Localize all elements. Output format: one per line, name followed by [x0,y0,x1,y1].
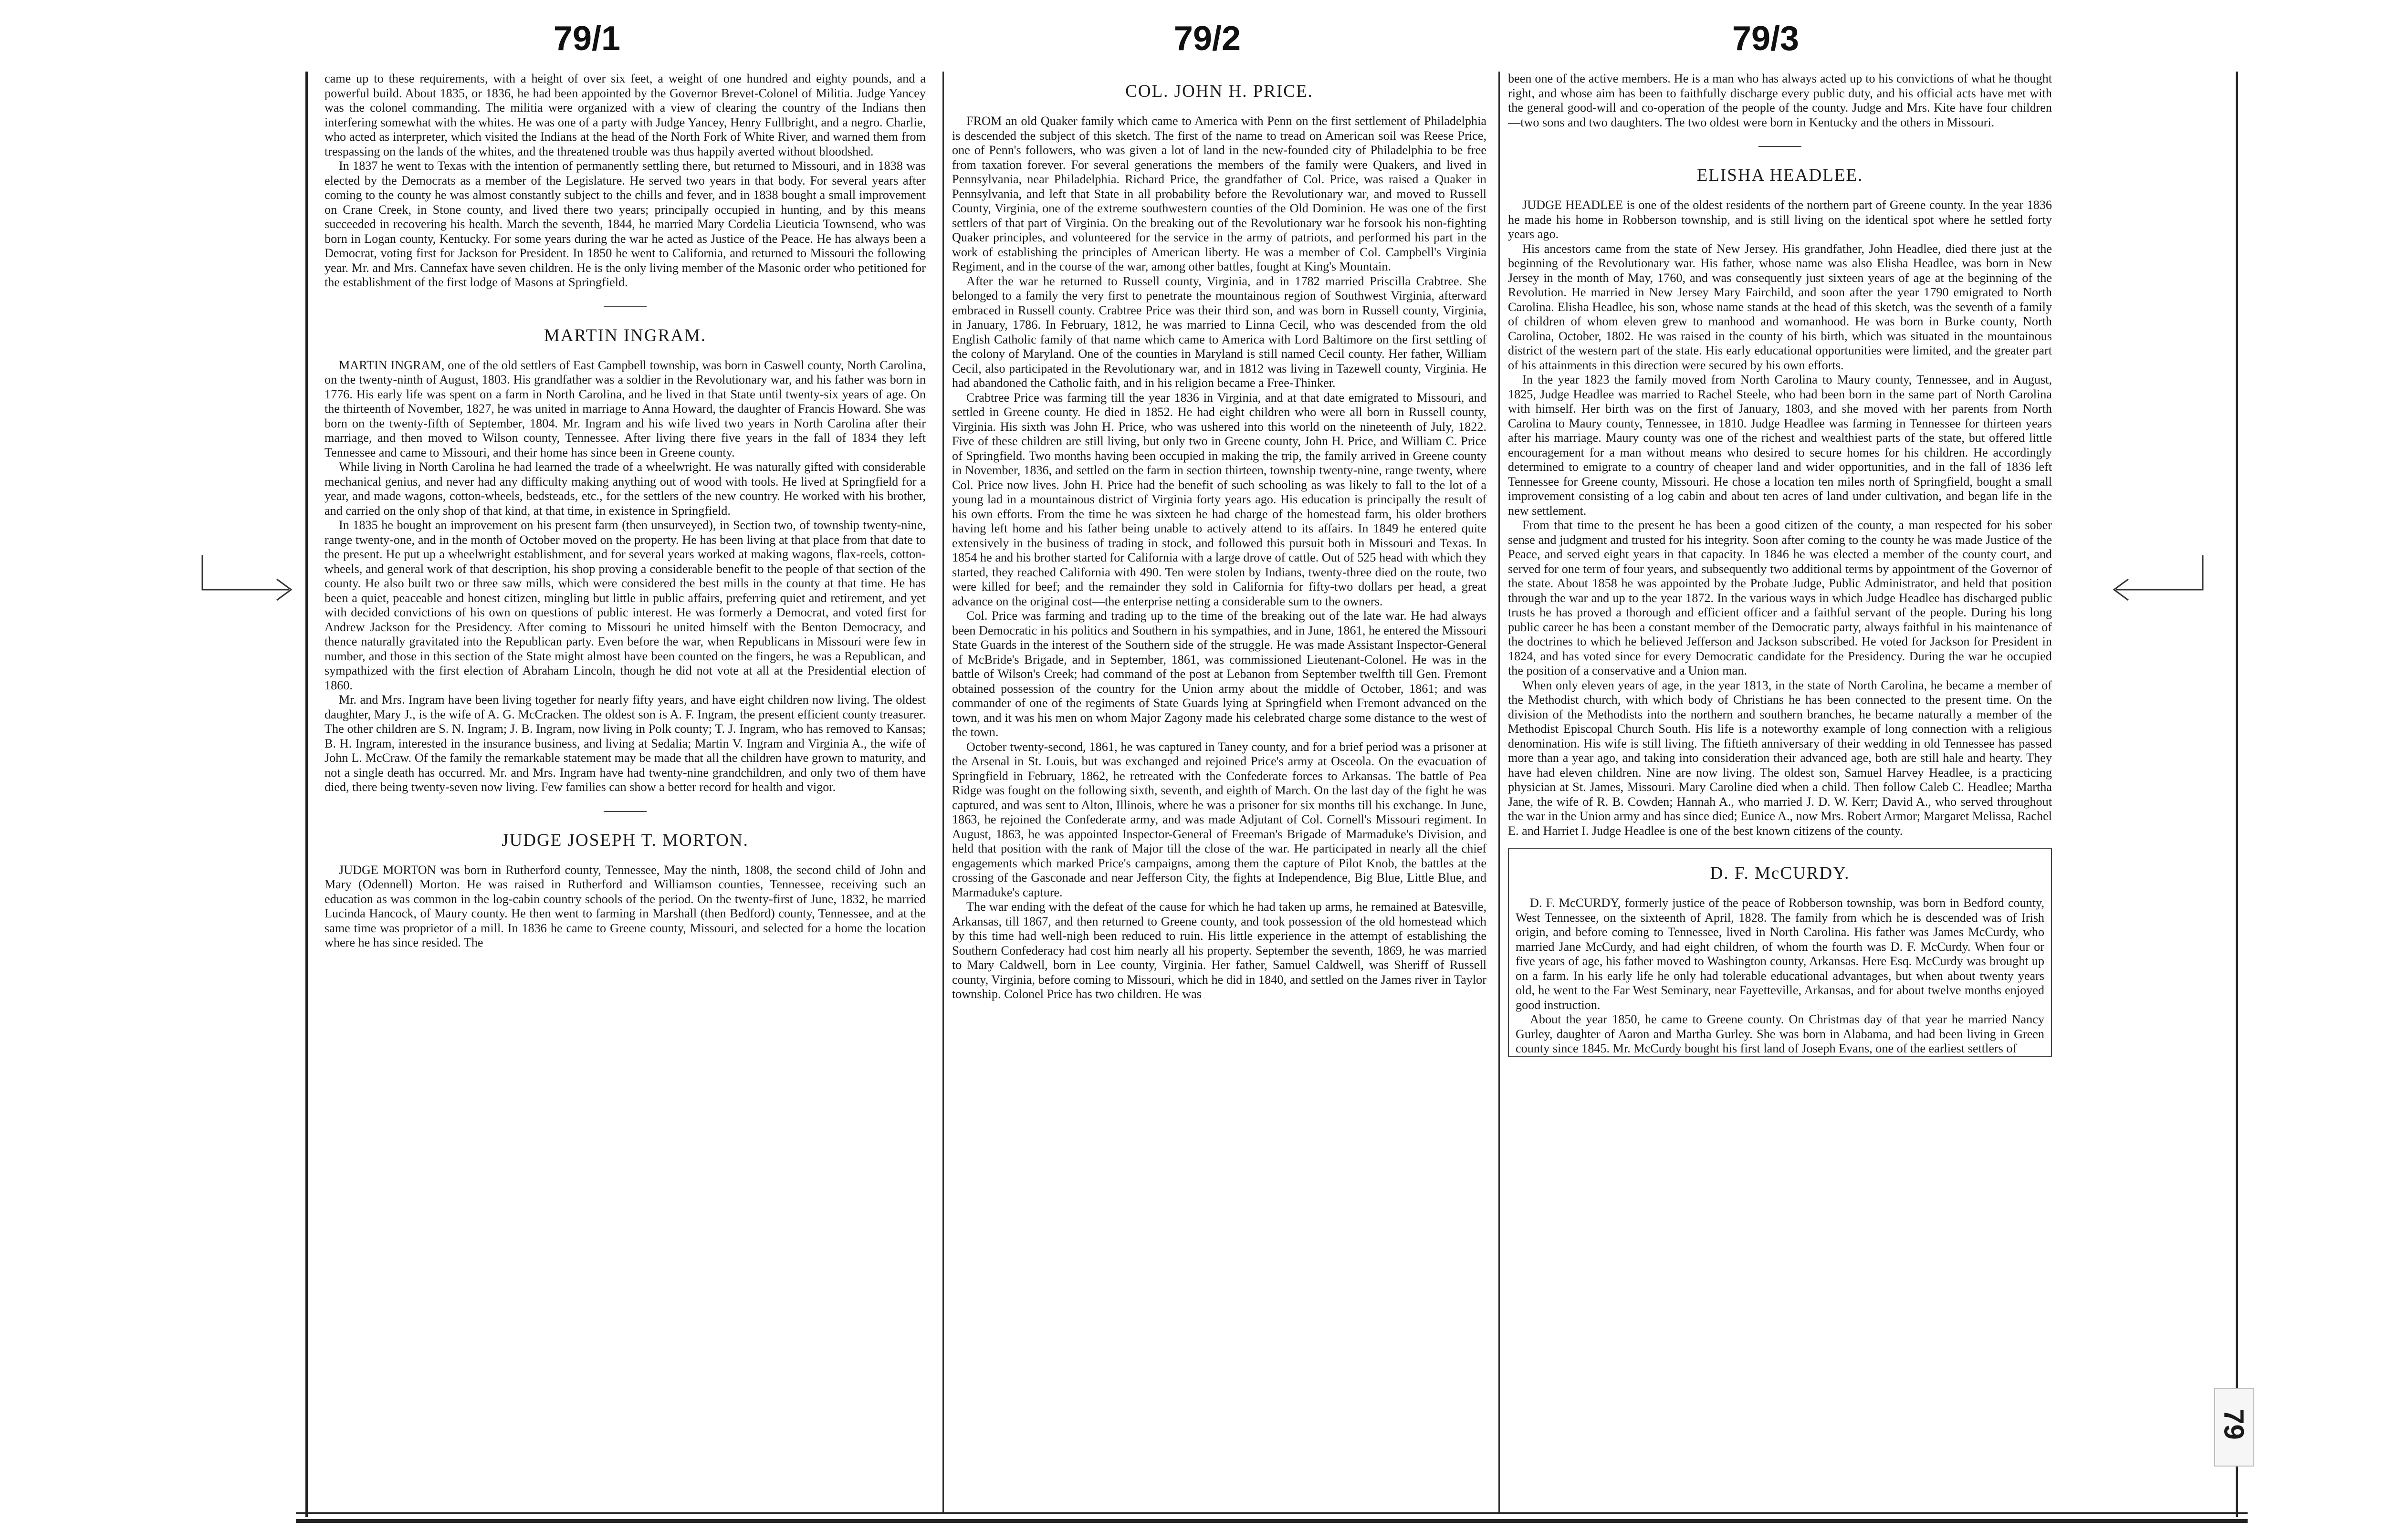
paragraph: October twenty-second, 1861, he was captured in Taney county, and for a brief period was a prisoner at the Arsenal in St. Louis, but was exchanged and rejoined Price's army at Osceola. On the evacuation of Springfield in February, 1862, he retreated with the Confederate forces to Arkansas. The battle of Pea Ridge was fought on the following sixth, seventh, and eighth of March. On the last day of the fight he was captured, and was sent to Alton, Illinois, where he was a prisoner for six months till his exchange. In June, 1863, he rejoined the Confederate army, and was made Adjutant of Col. Cornell's Missouri regiment. In August, 1863, he was appointed Inspector-General of Freeman's Brigade of Marmaduke's Division, and held that position with the rank of Major till the close of the war. He participated in nearly all the chief engagements which marked Price's campaigns, among them the capture of Pilot Knob, the battles at the crossing of the Gasconade and near Jefferson City, the fights at Independence, Big Blue, Little Blue, and Marmaduke's capture. [952,739,1486,899]
paragraph: been one of the active members. He is a man who has always acted up to his convictions of what he thought right, and whose aim has been to faithfully discharge every public duty, and his official acts have met with the general good-will and co-operation of the people of the county. Judge and Mrs. Kite have four children—two sons and two daughters. The two oldest were born in Kentucky and the others in Missouri. [1508,72,2052,129]
paragraph: In the year 1823 the family moved from North Carolina to Maury county, Tennessee, and in August, 1825, Judge Headlee was married to Rachel Steele, who had been born in the same part of North Carolina with himself. Her birth was on the first of January, 1803, and she moved with her parents from North Carolina to Maury county, Tennessee, in 1810. Judge Headlee was farming in Tennessee for thirteen years after his marriage. Maury county was one of the richest and wealthiest parts of the state, but offered little encouragement for a man without means who desired to secure homes for his children. He accordingly determined to emigrate to a country of cheaper land and wider opportunities, and in the fall of 1836 left Tennessee for Greene county, Missouri. He chose a location ten miles north of Springfield, bought a small improvement consisting of a log cabin and about ten acres of land under cultivation, and began life in the new settlement. [1508,373,2052,518]
section-divider [604,306,647,307]
paragraph: When only eleven years of age, in the year 1813, in the state of North Carolina, he became a member of the Methodist church, with which body of Christians he has been connected to the present time. On the division of the Methodists into the northern and southern branches, he became naturally a member of the Methodist Episcopal Church South. His life is a noteworthy example of long connection with a religious denomination. His wife is still living. The fiftieth anniversary of their wedding in old Tennessee has passed more than a year ago, and taking into consideration their advanced age, both are still hale and hearty. They have had eleven children. Nine are now living. The oldest son, Samuel Harvey Headlee, is a practicing physician at St. James, Missouri. Mary Caroline died when a child. Then follow Caleb C. Headlee; Martha Jane, the wife of R. B. Cowden; Hannah A., who married J. D. W. Kerr; David A., who served throughout the war in the Union army and has since died; Eunice A., now Mrs. Robert Armor; Margaret Melissa, Rachel E. and Harriet I. Judge Headlee is one of the best known citizens of the county. [1508,678,2052,838]
section-divider [604,811,647,812]
page-number-tab [2214,1388,2254,1467]
page-number: 79 [2218,1409,2250,1440]
column-id-2: 79/2 [1173,20,1241,58]
section-heading: D. F. McCURDY. [1710,864,1850,883]
paragraph: JUDGE MORTON was born in Rutherford county, Tennessee, May the ninth, 1808, the second child of John and Mary (Odennell) Morton. He was raised in Rutherford and Williamson counties, Tennessee, receiving such an education as was common in the log-cabin country schools of the period. On the twenty-first of June, 1832, he married Lucinda Hancock, of Maury county. He then went to farming in Marshall (then Bedford) county, Tennessee, and at the same time was proprietor of a mill. In 1836 he came to Greene county, Missouri, and selected for a home the location where he has since resided. The [324,863,926,949]
paragraph: JUDGE HEADLEE is one of the oldest residents of the northern part of Greene county. In the year 1836 he made his home in Robberson township, and is still living on the identical spot where he settled forty years ago. [1508,198,2052,241]
paragraph: In 1837 he went to Texas with the intention of permanently settling there, but returned to Missouri, and in 1838 was elected by the Democrats as a member of the Legislature. He served two years in that body. For several years after coming to the county he was almost constantly subject to the chills and fever, and in 1838 bought a small improvement on Crane Creek, in Stone county, and lived there two years; principally occupied in hunting, and by this means succeeded in recovering his health. March the seventh, 1844, he married Mary Cordelia Lieuticia Townsend, who was born in Logan county, Kentucky. For some years during the war he acted as Justice of the Peace. He has always been a Democrat, voting first for Jackson for President. In 1850 he went to California, and returned to Missouri the following year. Mr. and Mrs. Cannefax have seven children. He is the only living member of the Masonic order who petitioned for the establishment of the first lodge of Masons at Springfield. [324,159,926,289]
section-heading: COL. JOHN H. PRICE. [1125,82,1313,101]
paragraph: Crabtree Price was farming till the year 1836 in Virginia, and at that date emigrated to Missouri, and settled in Greene county. He died in 1852. He had eight children who were all born in Russell county, Virginia. His sixth was John H. Price, who was ushered into this world on the nineteenth of July, 1822. Five of these children are still living, but only two in Greene county, John H. Price, and William C. Price of Springfield. Two months having been occupied in making the trip, the family arrived in Greene county in November, 1836, and settled on the farm in section thirteen, township twenty-nine, range twenty, where Col. Price now lives. John H. Price had the benefit of such schooling as was likely to fall to the lot of a young lad in a mountainous district of Virginia forty years ago. His education is principally the result of his own efforts. From the time he was sixteen he had charge of the homestead farm, his older brothers having left home and his father being unable to actively attend to its affairs. In 1849 he entered quite extensively in the business of trading in stock, and followed this pursuit both in Missouri and Texas. In 1854 he and his brother started for California with a large drove of cattle. Out of 525 head with which they started, they reached California with 490. Ten were stolen by Indians, twenty-three died on the route, two were killed for beef; and the remainder they sold in California for fifty-two dollars per head, a great advance on the original cost—the enterprise netting a considerable sum to the owners. [952,390,1486,608]
section-heading: JUDGE JOSEPH T. MORTON. [502,830,749,850]
column-separator-1 [942,72,944,1512]
section-heading: ELISHA HEADLEE. [1696,166,1863,185]
bottom-rule-heavy [296,1519,2248,1523]
paragraph: Col. Price was farming and trading up to the time of the breaking out of the late war. He had always been Democratic in his politics and Southern in his sympathies, and in June, 1861, he entered the Missouri State Guards in the interest of the Southern side of the struggle. He was made Assistant Inspector-General of McBride's Brigade, and in September, 1861, was commissioned Lieutenant-Colonel. He was in the battle of Wilson's Creek; had command of the post at Lebanon from September twelfth till Gen. Fremont obtained possession of the country for the Union army about the middle of October, 1861; and was commander of one of the regiments of State Guards lying at Springfield when Fremont advanced on the town, and it was his men on whom Major Zagony made his celebrated charge some distance to the west of the town. [952,609,1486,739]
section-heading: MARTIN INGRAM. [544,325,707,345]
paragraph: His ancestors came from the state of New Jersey. His grandfather, John Headlee, died there just at the beginning of the Revolutionary war. His father, whose name was also Elisha Headlee, was born in New Jersey in the month of May, 1760, and was consequently just sixteen years of age at the beginning of the Revolution. He married in New Jersey Mary Fairchild, and soon after the year 1790 emigrated to North Carolina. Elisha Headlee, his son, whose name stands at the head of this sketch, was the seventh of a family of children of whom eleven grew to manhood and womanhood. He was born in Burke county, North Carolina, October, 1802. He was raised in the county of his birth, which was situated in the mountainous district of the western part of the state. His early educational opportunities were limited, and the greater part of his attainments in this direction were secured by his own efforts. [1508,241,2052,372]
paragraph: While living in North Carolina he had learned the trade of a wheelwright. He was naturally gifted with considerable mechanical genius, and never had any difficulty making anything out of wood with tools. He lived at Springfield for a year, and made wagons, cotton-wheels, bedsteads, etc., for the settlers of the new country. He worked with his brother, and carried on the only shop of that kind, at that time, in existence in Springfield. [324,460,926,518]
section-divider [1758,146,1801,147]
boxed-sketch [1508,848,2052,1057]
paragraph: Mr. and Mrs. Ingram have been living together for nearly fifty years, and have eight children now living. The oldest daughter, Mary J., is the wife of A. G. McCracken. The oldest son is A. F. Ingram, the present efficient county treasurer. The other children are S. N. Ingram; J. B. Ingram, now living in Polk county; T. J. Ingram, who has removed to Kansas; B. H. Ingram, interested in the insurance business, and living at Sedalia; Martin V. Ingram and Virginia A., the wife of John L. McCraw. Of the family the remarkable statement may be made that all the children have grown to maturity, and not a single death has occurred. Mr. and Mrs. Ingram have had twenty-nine grandchildren, and only two of them have died, there being twenty-seven now living. Few families can show a better record for health and vigor. [324,693,926,794]
text-column-3 [1508,72,2052,1508]
text-column-2 [952,72,1486,1508]
paragraph: The war ending with the defeat of the cause for which he had taken up arms, he remained at Batesville, Arkansas, till 1867, and then returned to Greene county, and took possession of the old homestead which by this time had well-nigh been reduced to ruin. His little experience in the attempt of establishing the Southern Confederacy had cost him nearly all his property. September the seventh, 1869, he was married to Mary Caldwell, born in Lee county, Virginia. Her father, Samuel Caldwell, was Sheriff of Russell county, Virginia, before coming to Missouri, which he did in 1840, and settled on the James river in Taylor township. Colonel Price has two children. He was [952,900,1486,1001]
right-arrow-icon [200,553,296,620]
paragraph: After the war he returned to Russell county, Virginia, and in 1782 married Priscilla Crabtree. She belonged to a family the very first to penetrate the mountainous region of Southwest Virginia, afterward embraced in Russell county. Crabtree Price was their third son, and was born in Russell county, Virginia, in January, 1786. In February, 1812, he was married to Linna Cecil, who was descended from the old English Catholic family of that name which came to America with Lord Baltimore on the first settling of the colony of Maryland. One of the counties in Maryland is still named Cecil county. Her father, William Cecil, also participated in the Revolutionary war, and in 1812 was living in Tazewell county, Virginia. He had abandoned the Catholic faith, and in his religion became a Free-Thinker. [952,274,1486,390]
paragraph: In 1835 he bought an improvement on his present farm (then unsurveyed), in Section two, of township twenty-nine, range twenty-one, and in the month of October moved on the property. He has been living at that place from that date to the present. He put up a wheelwright establishment, and for several years worked at making wagons, flax-reels, cotton-wheels, and general work of that description, his shop proving a considerable benefit to the people of that section of the county. He also built two or three saw mills, which were considered the best mills in the county at that time. He has been a quiet, peaceable and honest citizen, mingling but little in public affairs, preferring quiet and retirement, and yet with decided convictions of his own on questions of public interest. He was formerly a Democrat, and voted first for Andrew Jackson for the Presidency. After coming to Missouri he united himself with the Benton Democracy, and thence naturally gravitated into the Republican party. Even before the war, when Republicans in Missouri were few in number, and those in this section of the State might almost have been counted on the fingers, he was a Republican, and sympathized with the first election of Abraham Lincoln, though he did not vote at all at the Presidential election of 1860. [324,518,926,692]
column-id-3: 79/3 [1732,20,1800,58]
paragraph: MARTIN INGRAM, one of the old settlers of East Campbell township, was born in Caswell county, North Carolina, on the twenty-ninth of August, 1803. His grandfather was a soldier in the Revolutionary war, and his father was born in 1776. His early life was spent on a farm in North Carolina, and he lived in that State until twenty-six years of age. On the thirteenth of November, 1827, he was united in marriage to Anna Howard, the daughter of Francis Howard. She was born on the twenty-fifth of September, 1804. Mr. Ingram and his wife lived two years in North Carolina after their marriage, and then moved to Wilson county, Tennessee. After living there five years in the fall of 1834 they left Tennessee and came to Missouri, and their home has since been in Greene county. [324,358,926,459]
paragraph: FROM an old Quaker family which came to America with Penn on the first settlement of Philadelphia is descended the subject of this sketch. The first of the name to tread on American soil was Reese Price, one of Penn's followers, who was given a lot of land in the new-founded city of Philadelphia to be free from taxation forever. For several generations the members of the family were Quakers, and lived in Pennsylvania, near Philadelphia. Richard Price, the grandfather of Col. Price, was raised a Quaker in Pennsylvania, and left that State in all probability before the Revolutionary war, and moved to Russell County, Virginia, one of the extreme southwestern counties of the Old Dominion. He was one of the first settlers of that part of Virginia. On the breaking out of the Revolutionary war he forsook his non-fighting Quaker principles, and volunteered for the service in the army of patriots, and performed his part in the work of establishing the principles of American liberty. He was a member of Col. Campbell's Virginia Regiment, and in the course of the war, among other battles, fought at King's Mountain. [952,114,1486,273]
paragraph: About the year 1850, he came to Greene county. On Christmas day of that year he married Nancy Gurley, daughter of Aaron and Martha Gurley. She was born in Alabama, and had been living in Green county since 1845. Mr. McCurdy bought his first land of Joseph Evans, one of the earliest settlers of [1516,1012,2044,1055]
left-arrow-icon [2109,553,2205,620]
paragraph: came up to these requirements, with a height of over six feet, a weight of one hundred and eighty pounds, and a powerful build. About 1835, or 1836, he had been appointed by the Governor Brevet-Colonel of Militia. Judge Yancey was the colonel commanding. The militia were organized with a view of clearing the country of the Indians then interfering somewhat with the whites. He was one of a party with Judge Yancey, Henry Fullbright, and a negro. Charlie, who acted as interpreter, which visited the Indians at the head of the North Fork of White River, and warned them from trespassing on the lands of the whites, and the threatened trouble was thus happily averted without bloodshed. [324,72,926,158]
bottom-rule [296,1512,2248,1514]
column-id-1: 79/1 [553,20,621,58]
text-column-1 [324,72,926,1508]
column-separator-2 [1498,72,1500,1512]
paragraph: D. F. McCURDY, formerly justice of the peace of Robberson township, was born in Bedford county, West Tennessee, on the sixteenth of April, 1828. The family from which he is descended was of Irish origin, and before coming to Tennessee, lived in North Carolina. His father was James McCurdy, who married Jane McCurdy, and had eight children, of whom the fourth was D. F. McCurdy. When four or five years of age, his father moved to Washington county, Arkansas. Here Esq. McCurdy was brought up on a farm. In his early life he only had tolerable educational advantages, but when about twenty years old, he went to the Far West Seminary, near Fayetteville, Arkansas, and for about twelve months enjoyed good instruction. [1516,896,2044,1012]
paragraph: From that time to the present he has been a good citizen of the county, a man respected for his sober sense and judgment and trusted for his integrity. Soon after coming to the county he was made Justice of the Peace, and served eight years in that capacity. In 1846 he was elected a member of the county court, and served for one term of four years, and subsequently two additional terms by appointment of the Governor of the state. About 1858 he was appointed by the Probate Judge, Public Administrator, and held that position through the war and up to the year 1872. In the various ways in which Judge Headlee has discharged public trusts he has proved a thorough and efficient officer and a faithful servant of the people. During his long public career he has been a constant member of the Democratic party, always faithful in his maintenance of the doctrines to which he believed Jefferson and Jackson subscribed. He voted for Jackson for President in 1824, and has voted since for every Democratic candidate for the Presidency. During the war he occupied the position of a conservative and a Union man. [1508,518,2052,677]
